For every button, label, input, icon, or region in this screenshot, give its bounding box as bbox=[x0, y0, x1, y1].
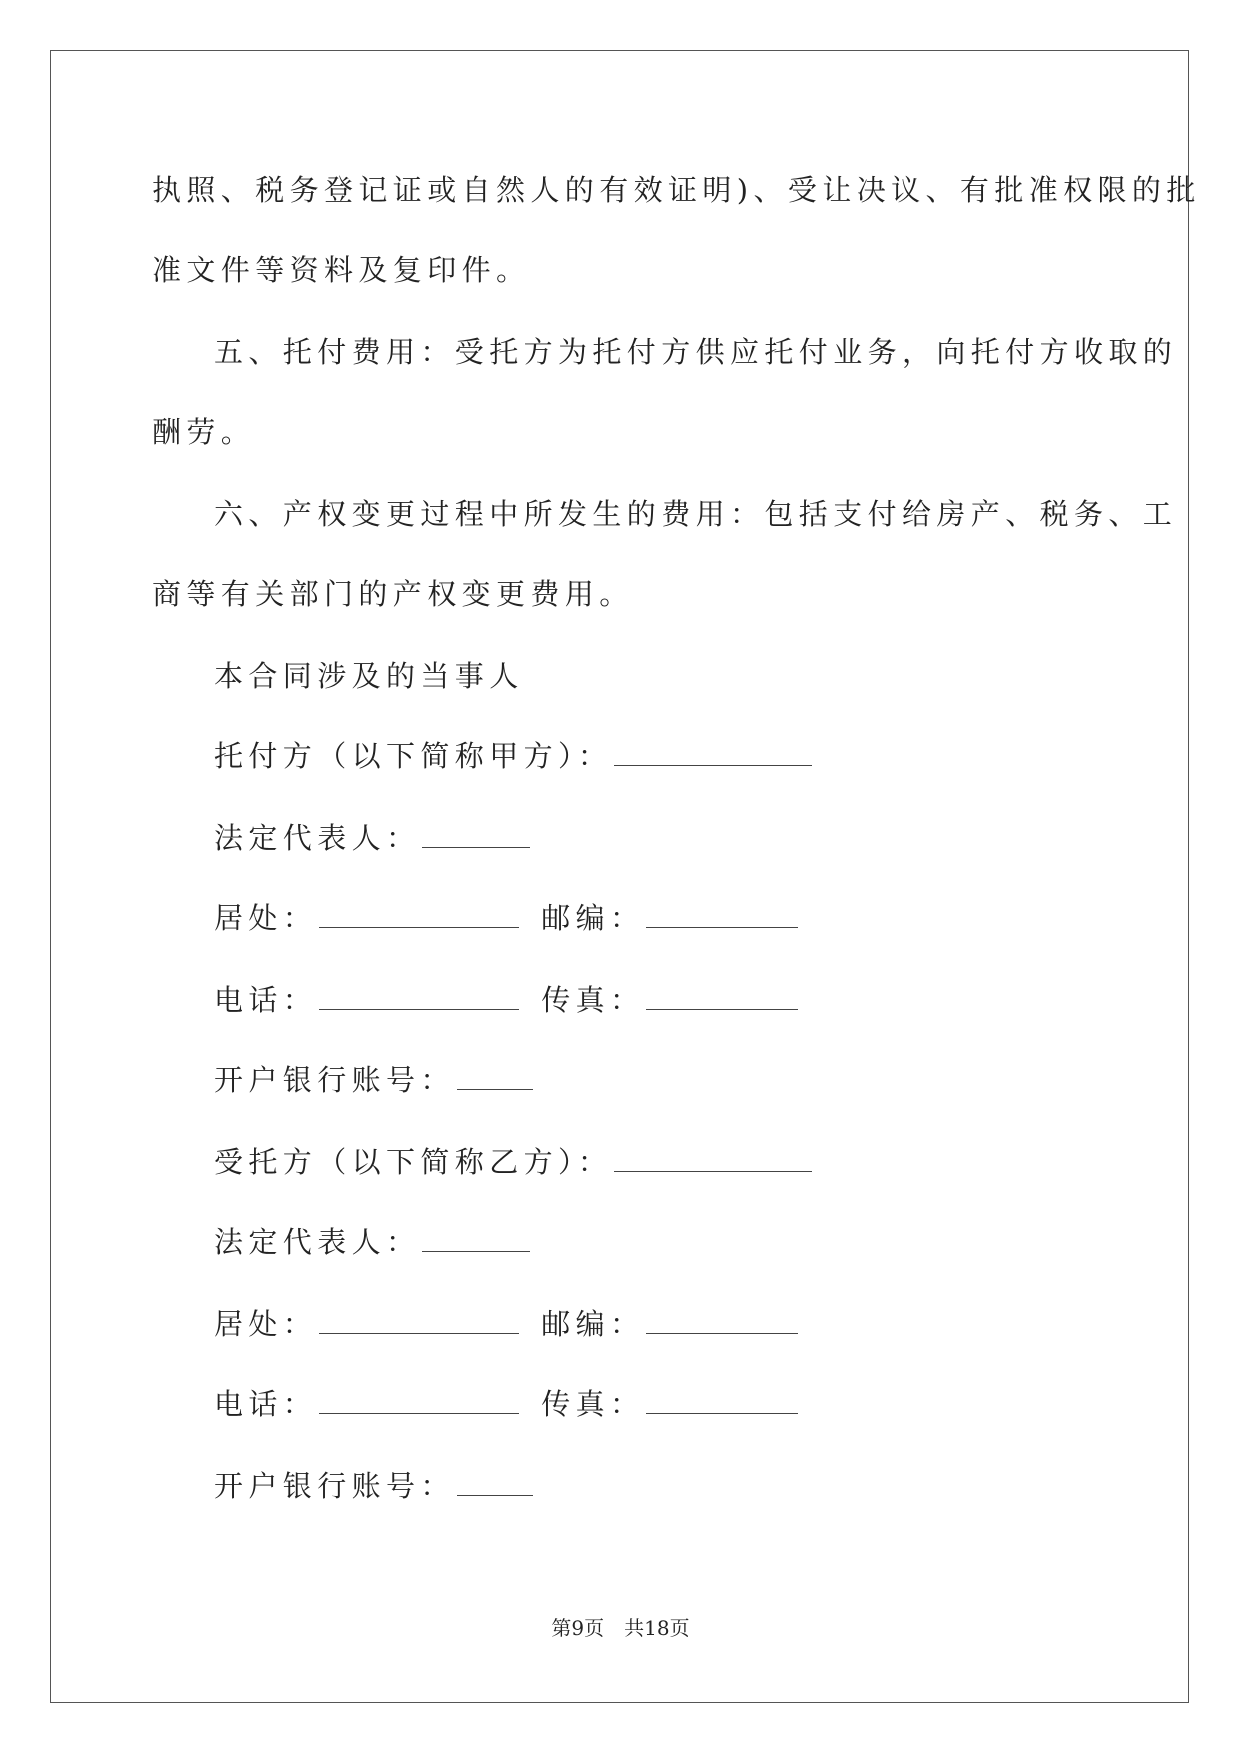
party-b-address-blank[interactable] bbox=[319, 1305, 519, 1334]
party-b-legal-rep-label: 法定代表人： bbox=[214, 1225, 421, 1259]
party-a-postcode-blank[interactable] bbox=[646, 899, 798, 928]
party-b-fax-blank[interactable] bbox=[646, 1385, 798, 1414]
party-b-title-line bbox=[214, 1142, 812, 1182]
paragraph-line-2: 准文件等资料及复印件。 bbox=[152, 253, 531, 287]
party-b-bank-label: 开户银行账号： bbox=[214, 1469, 455, 1503]
paragraph-line-1: 执照、税务登记证或自然人的有效证明)、受让决议、有批准权限的批 bbox=[152, 173, 1201, 207]
paragraph-line-4: 酬劳。 bbox=[152, 415, 256, 449]
party-a-title: 托付方（以下简称甲方）： bbox=[214, 739, 613, 773]
party-a-fax-blank[interactable] bbox=[646, 981, 798, 1010]
party-a-fax-label: 传真： bbox=[541, 983, 645, 1017]
paragraph-line-3: 五、托付费用：受托方为托付方供应托付业务，向托付方收取的 bbox=[214, 335, 1178, 369]
party-a-phone-line bbox=[214, 980, 798, 1020]
page-frame bbox=[50, 50, 1189, 1703]
party-b-legal-rep-blank[interactable] bbox=[422, 1223, 530, 1252]
party-a-legal-rep-label: 法定代表人： bbox=[214, 821, 421, 855]
page-current: 第9页 bbox=[551, 1616, 605, 1640]
party-a-phone-label: 电话： bbox=[214, 983, 318, 1017]
party-a-bank-line bbox=[214, 1060, 533, 1100]
party-b-phone-label: 电话： bbox=[214, 1387, 318, 1421]
party-b-phone-blank[interactable] bbox=[319, 1385, 519, 1414]
party-a-name-blank[interactable] bbox=[614, 737, 812, 766]
party-b-phone-line bbox=[214, 1384, 798, 1424]
party-b-bank-blank[interactable] bbox=[457, 1467, 533, 1496]
party-b-name-blank[interactable] bbox=[614, 1143, 812, 1172]
party-b-address-line bbox=[214, 1304, 798, 1344]
party-a-postcode-label: 邮编： bbox=[541, 901, 645, 935]
party-a-legal-rep-blank[interactable] bbox=[422, 819, 530, 848]
party-a-bank-label: 开户银行账号： bbox=[214, 1063, 455, 1097]
party-a-address-line bbox=[214, 898, 798, 938]
party-a-title-line bbox=[214, 736, 812, 776]
party-a-bank-blank[interactable] bbox=[457, 1061, 533, 1090]
party-b-legal-rep-line bbox=[214, 1222, 530, 1262]
page-total: 共18页 bbox=[624, 1616, 690, 1640]
party-a-address-label: 居处： bbox=[214, 901, 318, 935]
party-b-postcode-blank[interactable] bbox=[646, 1305, 798, 1334]
party-b-postcode-label: 邮编： bbox=[541, 1307, 645, 1341]
page-footer bbox=[0, 1612, 1241, 1641]
party-a-legal-rep-line bbox=[214, 818, 530, 858]
party-b-address-label: 居处： bbox=[214, 1307, 318, 1341]
parties-heading: 本合同涉及的当事人 bbox=[214, 659, 524, 693]
party-b-bank-line bbox=[214, 1466, 533, 1506]
party-b-fax-label: 传真： bbox=[541, 1387, 645, 1421]
paragraph-line-6: 商等有关部门的产权变更费用。 bbox=[152, 577, 634, 611]
party-a-phone-blank[interactable] bbox=[319, 981, 519, 1010]
party-b-title: 受托方（以下简称乙方）： bbox=[214, 1145, 613, 1179]
paragraph-line-5: 六、产权变更过程中所发生的费用：包括支付给房产、税务、工 bbox=[214, 497, 1178, 531]
party-a-address-blank[interactable] bbox=[319, 899, 519, 928]
